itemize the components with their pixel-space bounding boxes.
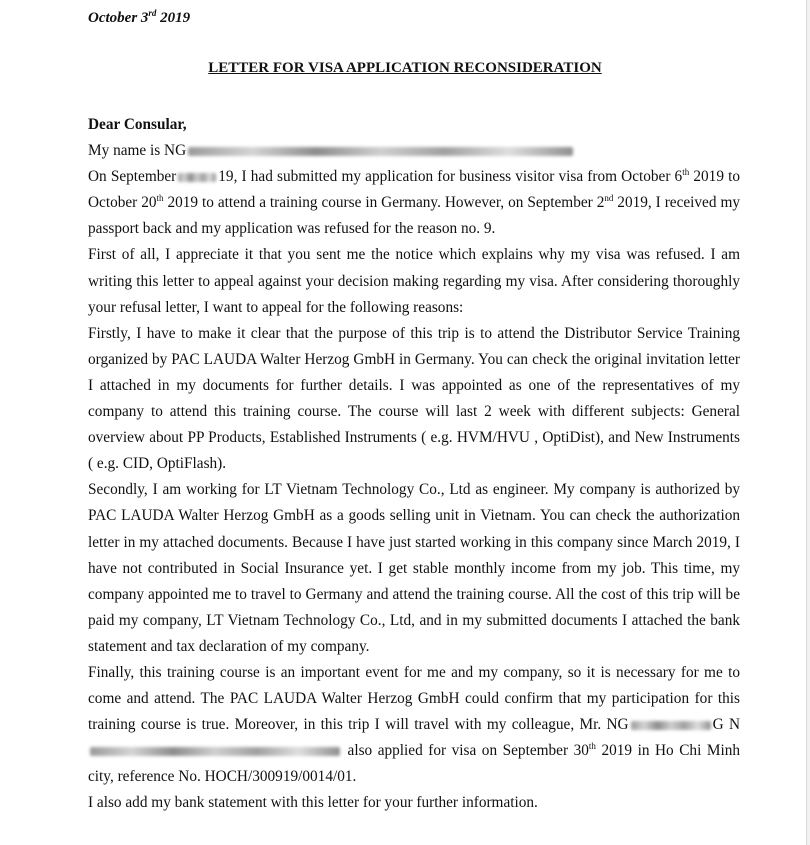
p1-text-b: 19, I had submitted my application for business visitor visa from October 6 bbox=[218, 168, 683, 186]
salutation: Dear Consular, bbox=[88, 116, 187, 133]
redacted-colleague-details bbox=[90, 747, 340, 756]
letter-title: LETTER FOR VISA APPLICATION RECONSIDERATION bbox=[208, 60, 602, 76]
p1-sup-c: th bbox=[156, 193, 164, 204]
p1-text-c: 2019 to October 20 bbox=[88, 168, 741, 212]
paragraph-third-reason bbox=[88, 660, 740, 790]
paragraph-first-reason: Firstly, I have to make it clear that the purpose of this trip is to attend the Distributor Service Training organized by PAC LAUDA Walter Herzog GmbH in Germany. You can check the original invitation letter I attached in my documents for further details. I was appointed as one of the representatives of my company to attend this training course. The course will last 2 week with different subjects: General overview about PP Products, Established Instruments ( e.g. HVM/HVU , OptiDist), and New Instruments ( e.g. CID, OptiFlash). bbox=[88, 324, 740, 473]
paragraph-closing: I also add my bank statement with this letter for your further information. bbox=[88, 794, 538, 812]
p5-text-b: G N bbox=[712, 716, 740, 734]
p5-sup-c: th bbox=[588, 741, 596, 752]
redacted-colleague-name bbox=[631, 721, 711, 730]
date-year: 2019 bbox=[156, 10, 191, 26]
p5-text-a: Finally, this training course is an important event for me and my company, so it is necessary for me to come and attend. The PAC LAUDA Walter Herzog GmbH could confirm that my participation for this training course is true. Moreover, in this trip I will travel with my colleague, Mr. NG bbox=[88, 663, 740, 734]
paragraph-appeal-intro: First of all, I appreciate it that you sent me the notice which explains why my visa was refused. I am writing this letter to appeal against your decision making regarding my visa. After considering thoroughly your refusal letter, I want to appeal for the following reasons: bbox=[88, 246, 740, 316]
p1-text-e: 2019, I received my passport back and my application was refused for the reason no. 9. bbox=[88, 194, 740, 238]
redacted-personal-details bbox=[188, 147, 573, 156]
letter-body bbox=[88, 112, 740, 817]
p1-text-d: 2019 to attend a training course in Germany. However, on September 2 bbox=[163, 194, 605, 212]
paragraph-submission bbox=[88, 164, 740, 242]
p5-text-c: also applied for visa on September 30 bbox=[342, 742, 589, 760]
redacted-date bbox=[178, 173, 216, 182]
letter-date bbox=[88, 8, 190, 27]
name-line bbox=[88, 138, 740, 164]
p1-sup-b: th bbox=[682, 167, 690, 178]
date-day: October 3 bbox=[88, 10, 149, 26]
paragraph-second-reason: Secondly, I am working for LT Vietnam Technology Co., Ltd as engineer. My company is authorized by PAC LAUDA Walter Herzog GmbH as a goods selling unit in Vietnam. You can check the authorization letter in my attached documents. Because I have just started working in this company since March 2019, I have not contributed in Social Insurance yet. I get stable monthly income from my job. This time, my company appointed me to travel to Germany and attend the training course. All the cost of this trip will be paid my company, LT Vietnam Technology Co., Ltd, and in my submitted documents I attached the bank statement and tax declaration of my company. bbox=[88, 481, 740, 655]
p5-text-d: 2019 in Ho Chi Minh city, reference No. HOCH/300919/0014/01. bbox=[88, 742, 741, 786]
p1-sup-d: nd bbox=[604, 193, 614, 204]
date-ordinal: rd bbox=[148, 8, 157, 18]
name-prefix: My name is NG bbox=[88, 142, 187, 160]
p1-text-a: On September bbox=[88, 168, 177, 186]
